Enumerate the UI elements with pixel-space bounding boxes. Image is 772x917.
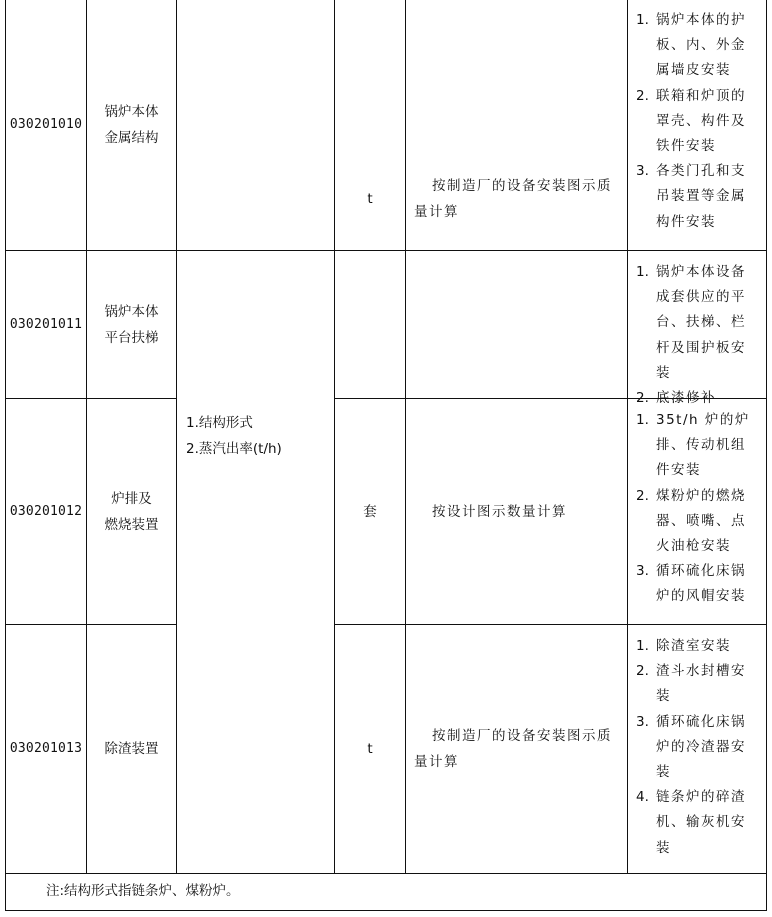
- list-item: 3. 各类门孔和支吊装置等金属构件安装: [636, 163, 746, 230]
- unit: t: [367, 741, 373, 757]
- work-content: [636, 634, 760, 861]
- list-item: 2. 底漆修补: [636, 390, 716, 407]
- item-code: 030201011: [9, 316, 83, 332]
- table-bottom-border: [5, 910, 767, 911]
- work-content: [636, 8, 760, 235]
- item-name: [87, 0, 176, 250]
- item-name-line: 锅炉本体: [104, 303, 159, 320]
- item-name-line: 燃烧装置: [104, 516, 159, 533]
- list-item: 2. 联箱和炉顶的罩壳、构件及铁件安装: [636, 87, 746, 155]
- feature-line: 1.结构形式: [186, 415, 253, 431]
- list-item: 1. 锅炉本体设备成套供应的平台、扶梯、栏杆及围护板安装: [636, 264, 746, 381]
- item-code: 030201012: [9, 503, 83, 519]
- work-content: [636, 408, 760, 610]
- unit: 套: [363, 503, 377, 520]
- item-name-line: 平台扶梯: [104, 329, 159, 346]
- list-item: 1. 锅炉本体的护板、内、外金属墙皮安装: [636, 12, 746, 79]
- item-name-line: 金属结构: [104, 130, 159, 146]
- item-code: 030201010: [9, 117, 83, 132]
- list-item: 2. 渣斗水封槽安装: [636, 663, 746, 705]
- item-name: [87, 399, 176, 624]
- item-name: 除渣装置: [104, 741, 159, 757]
- list-item: 2. 煤粉炉的燃烧器、喷嘴、点火油枪安装: [636, 487, 746, 555]
- list-item: 1. 35t/h 炉的炉排、传动机组件安装: [636, 412, 750, 479]
- list-item: 1. 除渣室安装: [636, 638, 731, 654]
- list-item: 4. 链条炉的碎渣机、输灰机安装: [636, 789, 746, 856]
- item-name-line: 锅炉本体: [104, 104, 159, 120]
- list-item: 3. 循环硫化床锅炉的风帽安装: [636, 563, 746, 605]
- item-name-line: 炉排及: [111, 490, 152, 507]
- feature-line: 2.蒸汽出率(t/h): [186, 441, 282, 457]
- table-right-border: [766, 0, 767, 911]
- list-item: 3. 循环硫化床锅炉的冷渣器安装: [636, 713, 746, 781]
- table-note: 注:结构形式指链条炉、煤粉炉。: [46, 883, 240, 899]
- quantity-rule: 按设计图示数量计算: [432, 503, 567, 520]
- column-divider: [176, 0, 177, 874]
- item-name: [87, 251, 176, 398]
- column-divider: [627, 0, 628, 874]
- quantity-rule: 按制造厂的设备安装图示质量计算: [414, 728, 612, 770]
- quantity-rule: 按制造厂的设备安装图示质量计算: [414, 178, 612, 220]
- work-content: [636, 260, 760, 411]
- unit: t: [367, 191, 373, 207]
- item-features: [186, 410, 331, 462]
- row-divider: [5, 873, 767, 874]
- item-code: 030201013: [9, 741, 83, 756]
